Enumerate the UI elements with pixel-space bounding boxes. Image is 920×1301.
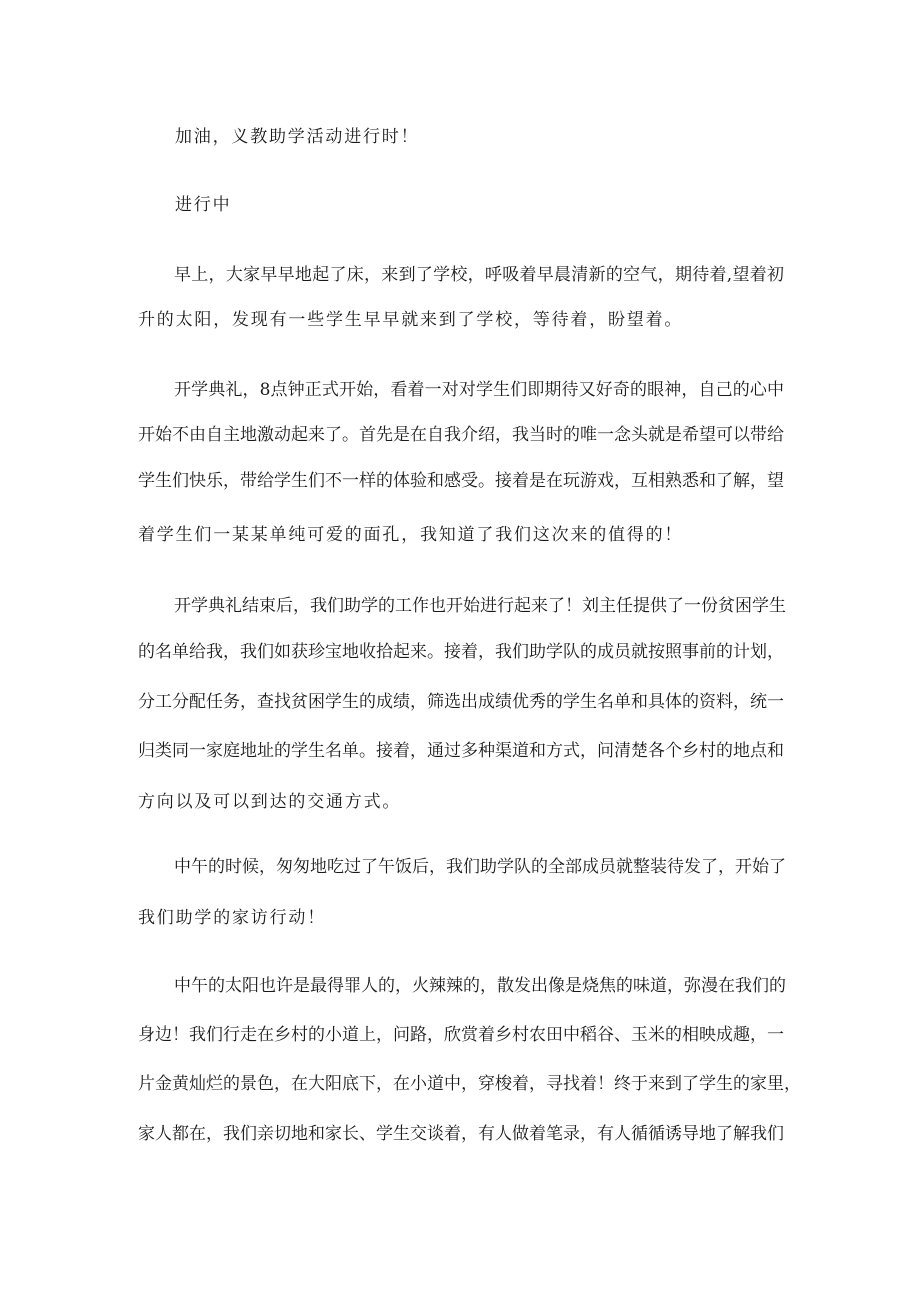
paragraph-line: 分工分配任务，查找贫困学生的成绩，筛选出成绩优秀的学生名单和具体的资料，统一	[138, 692, 784, 712]
document-subtitle: 进行中	[175, 195, 232, 215]
paragraph-line: 的名单给我，我们如获珍宝地收拾起来。接着，我们助学队的成员就按照事前的计划，	[138, 642, 784, 662]
document-title: 加油，义教助学活动进行时！	[175, 127, 420, 147]
paragraph-line: 方向以及可以到达的交通方式。	[138, 792, 402, 812]
paragraph-line: 早上，大家早早地起了床，来到了学校，呼吸着早晨清新的空气，期待着,望着初	[174, 265, 784, 285]
paragraph-line: 中午的时候，匆匆地吃过了午饭后，我们助学队的全部成员就整装待发了，开始了	[174, 857, 786, 877]
paragraph-line: 升的太阳，发现有一些学生早早就来到了学校，等待着，盼望着。	[138, 310, 684, 330]
paragraph-line: 中午的太阳也许是最得罪人的，火辣辣的，散发出像是烧焦的味道，弥漫在我们的	[174, 976, 786, 996]
paragraph-line: 片金黄灿烂的景色，在大阳底下，在小道中，穿梭着，寻找着！终于来到了学生的家里，	[138, 1074, 801, 1094]
paragraph-line: 我们助学的家访行动！	[138, 908, 326, 928]
paragraph-line: 开学典礼，8点钟正式开始，看着一对对学生们即期待又好奇的眼神，自己的心中	[174, 380, 784, 400]
paragraph-line: 开学典礼结束后，我们助学的工作也开始进行起来了！刘主任提供了一份贫困学生	[174, 596, 786, 616]
paragraph-line: 身边！我们行走在乡村的小道上，问路，欣赏着乡村农田中稻谷、玉米的相映成趣，一	[138, 1025, 784, 1045]
paragraph-line: 家人都在，我们亲切地和家长、学生交谈着，有人做着笔录，有人循循诱导地了解我们	[138, 1124, 784, 1144]
paragraph-line: 学生们快乐，带给学生们不一样的体验和感受。接着是在玩游戏，互相熟悉和了解，望	[138, 471, 784, 491]
paragraph-line: 着学生们一某某单纯可爱的面孔，我知道了我们这次来的值得的！	[138, 525, 684, 545]
paragraph-line: 归类同一家庭地址的学生名单。接着，通过多种渠道和方式，问清楚各个乡村的地点和	[138, 741, 784, 761]
paragraph-line: 开始不由自主地激动起来了。首先是在自我介绍，我当时的唯一念头就是希望可以带给	[138, 425, 784, 445]
